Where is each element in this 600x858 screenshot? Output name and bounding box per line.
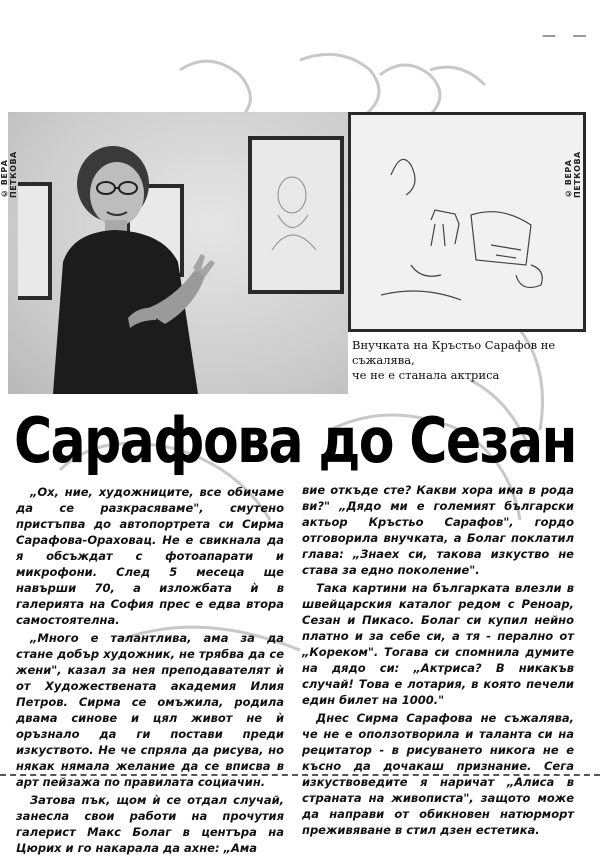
article-headline: Сарафова до Сезан bbox=[14, 404, 576, 477]
page-corner-mark: — — bbox=[542, 28, 593, 44]
paragraph: Днес Сирма Сарафова не съжалява, че не е оползотворила и таланта си на рецитатор - в рисуването никога не е късно да дочакаш признание. Сега изкуствоведите я наричат „Алиса в страната на живописта", защото може да направи от обикновен натюрморт преживяване в стил дзен естетика. bbox=[302, 711, 574, 837]
sketch-artwork bbox=[348, 112, 586, 332]
photo-caption bbox=[352, 338, 586, 383]
paragraph: Така картини на българката влезли в швейцарския каталог редом с Реноар, Сезан и Пикасо. Болаг си купил нейно платно и за себе си, а тя - перално от „Кореком". Тогава си спомнила думите на дядо си: „Актриса? В никакъв случай! Това е лотария, в която печели един билет на 1000." bbox=[302, 581, 574, 707]
caption-line: че не е станала актриса bbox=[352, 368, 500, 382]
artist-figure bbox=[33, 132, 233, 394]
bottom-divider bbox=[0, 774, 600, 776]
article-column-right bbox=[302, 482, 574, 840]
artist-photo bbox=[8, 112, 348, 394]
caption-line: Внучката на Кръстьо Сарафов не съжалява, bbox=[352, 338, 556, 367]
paragraph: вие откъде сте? Какви хора има в рода ви?" „Дядо ми е големият български актьор Кръстьо Сарафов", гордо отговорила внучката, а Болаг поклатил глава: „Знаех си, такова изкуство не става за едно поколение". bbox=[302, 483, 574, 577]
self-portrait-frame bbox=[248, 136, 344, 294]
photo-credit: © ВЕРА ПЕТКОВА bbox=[0, 151, 18, 198]
paragraph: Затова пък, щом ѝ се отдал случай, занесла свои работи на прочутия галерист Макс Болаг в центъра на Цюрих и го накарала да ахне: „Ама bbox=[16, 793, 284, 855]
photo-credit: © ВЕРА ПЕТКОВА bbox=[564, 151, 582, 198]
article-column-left bbox=[16, 484, 284, 858]
paragraph: „Много е талантлива, ама за да стане добър художник, не трябва да се жени", казал за нея преподавателят ѝ от Художествената академия Илия Петров. Сирма се омъжила, родила двама синове и цял живот не ѝ оръзнало да ги постави преди изкуството. Не че спряла да рисува, но някак нямала желание да се вписва в арт пейзажа по правилата социачин. bbox=[16, 631, 284, 789]
paragraph: „Ох, ние, художниците, все обичаме да се разкрасяваме", смутено пристъпва до автопортрета си Сирма Сарафова-Ораховац. Не е свикнала да я обсъждат с фотоапарати и микрофони. След 5 месеца ще навърши 70, а изложбата ѝ в галерията на София прес е едва втора самостоятелна. bbox=[16, 485, 284, 627]
